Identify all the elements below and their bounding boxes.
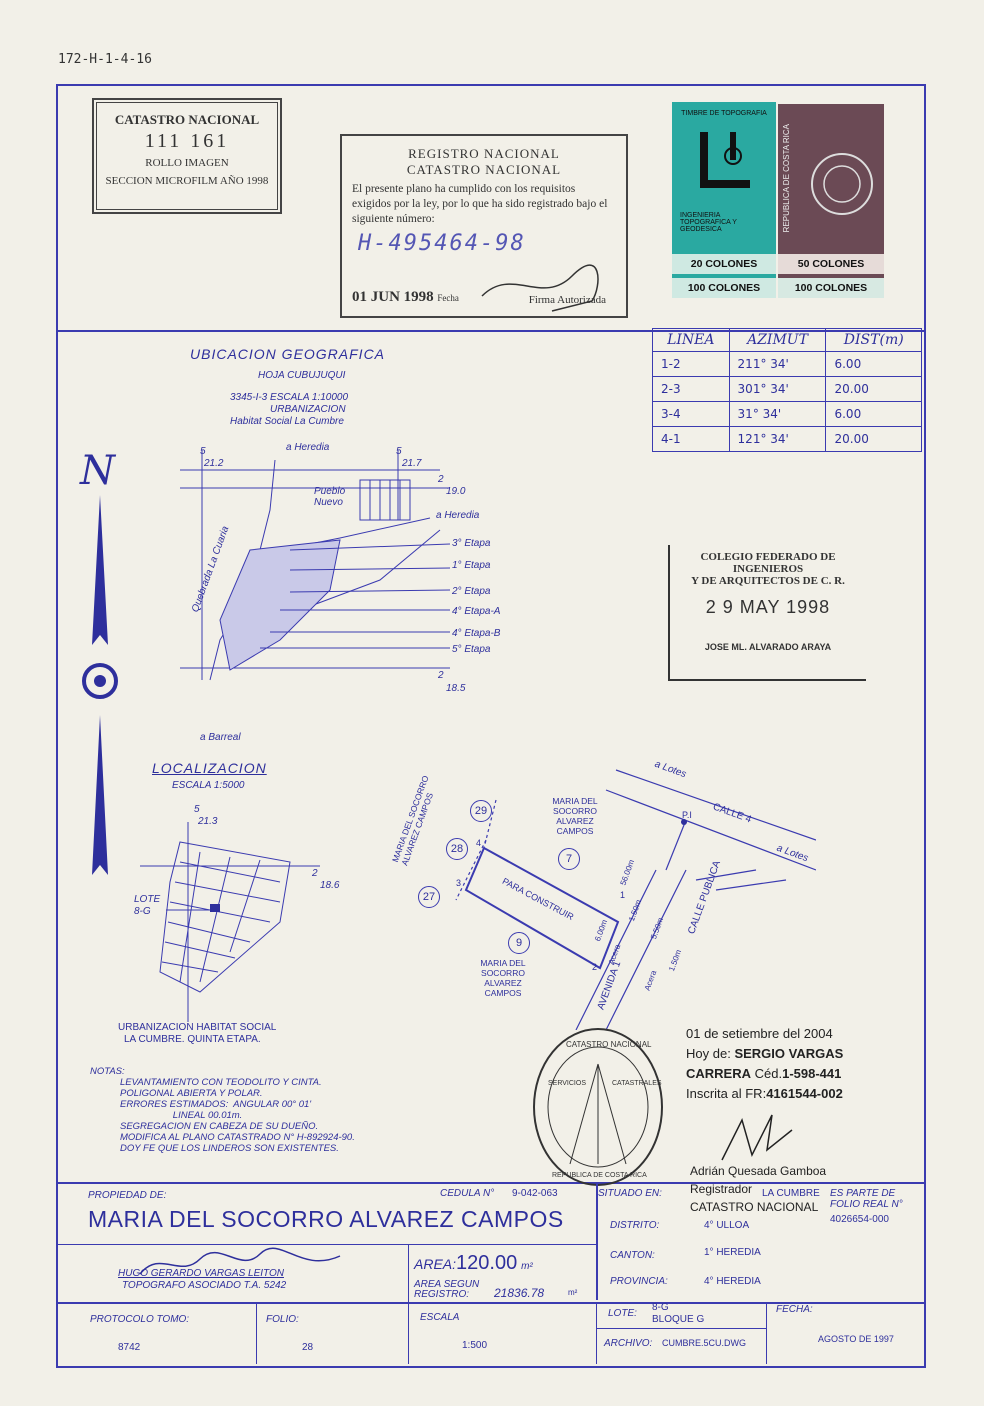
protocolo-label: PROTOCOLO TOMO: bbox=[90, 1314, 190, 1325]
north-arrow-icon bbox=[78, 495, 122, 885]
fecha-value: AGOSTO DE 1997 bbox=[818, 1334, 894, 1344]
area-block bbox=[414, 1252, 533, 1275]
registro-info-fr bbox=[686, 1084, 843, 1104]
catastro-stamp-number: 111 161 bbox=[144, 130, 230, 152]
document-reference-code: 172-H-1-4-16 bbox=[58, 52, 152, 67]
grid-label-21-7: 21.7 bbox=[402, 458, 422, 469]
lote-archivo-divider bbox=[596, 1328, 766, 1329]
carrera-name: CARRERA bbox=[686, 1066, 751, 1081]
cell-linea: 2-3 bbox=[653, 377, 730, 402]
cell-azimut: 301° 34' bbox=[729, 377, 826, 402]
registrador-title: Registrador bbox=[690, 1182, 753, 1196]
distrito-label: DISTRITO: bbox=[610, 1220, 660, 1231]
loc-grid-21-3: 21.3 bbox=[198, 816, 218, 827]
loc-grid-18-6: 18.6 bbox=[320, 880, 340, 891]
situado-value: LA CUMBRE bbox=[762, 1188, 820, 1199]
lot-27: 27 bbox=[418, 886, 440, 908]
area-vdivider bbox=[408, 1244, 409, 1304]
notas-line: SEGREGACION EN CABEZA DE SU DUEÑO. bbox=[120, 1121, 319, 1132]
registro-title-1: REGISTRO NACIONAL bbox=[408, 146, 560, 161]
area-registro-unit: m² bbox=[568, 1288, 578, 1297]
registro-info-hoy bbox=[686, 1044, 843, 1064]
v-div-3 bbox=[596, 1304, 597, 1364]
registro-info-date: 01 de setiembre del 2004 bbox=[686, 1026, 833, 1041]
topografia-logo-icon bbox=[690, 126, 760, 196]
registro-nacional-stamp bbox=[340, 134, 628, 318]
ubicacion-map-drawing bbox=[180, 440, 510, 730]
notas-line: POLIGONAL ABIERTA Y POLAR. bbox=[120, 1088, 263, 1099]
registro-date bbox=[352, 289, 459, 306]
registro-body: El presente plano ha cumplido con los requisitos exigidos por la ley, por lo que ha sido registrado bajo el siguiente número: bbox=[352, 183, 608, 225]
label-a-heredia-1: a Heredia bbox=[286, 442, 330, 453]
stamp-left-band2: 100 COLONES bbox=[672, 278, 776, 298]
registro-date-prefix: Fecha bbox=[437, 293, 459, 303]
propiedad-label: PROPIEDAD DE: bbox=[88, 1190, 167, 1201]
catastro-stamp-section: SECCION MICROFILM AÑO 1998 bbox=[105, 175, 269, 187]
plano-lotes-2: a Lotes bbox=[775, 842, 810, 865]
seal-right-text: CATASTRALES bbox=[612, 1080, 662, 1087]
area-value: 120.00 bbox=[456, 1252, 518, 1274]
cell-azimut: 31° 34' bbox=[729, 402, 826, 427]
etapa-label: 4° Etapa-B bbox=[452, 628, 501, 639]
grid-label-21-2: 21.2 bbox=[204, 458, 224, 469]
archivo-value: CUMBRE.5CU.DWG bbox=[662, 1338, 747, 1348]
plano-vertex-1: 1 bbox=[620, 890, 626, 900]
protocolo-value: 8742 bbox=[118, 1342, 141, 1353]
grid-label-2b: 2 bbox=[438, 670, 444, 681]
coordinates-table bbox=[652, 328, 922, 452]
notas-line: MODIFICA AL PLANO CATASTRADO N° H-892924-90. bbox=[120, 1132, 355, 1143]
costa-rica-fiscal-stamp bbox=[778, 104, 884, 298]
folio-label: FOLIO: bbox=[266, 1314, 299, 1325]
bloque-value: BLOQUE G bbox=[652, 1314, 705, 1325]
cell-linea: 4-1 bbox=[653, 427, 730, 452]
v-div-2 bbox=[408, 1304, 409, 1364]
grid-label-5b: 5 bbox=[396, 446, 402, 457]
etapa-label: 4° Etapa-A bbox=[452, 606, 501, 617]
inscrita-label: Inscrita al FR: bbox=[686, 1086, 767, 1101]
lot-7: 7 bbox=[558, 848, 580, 870]
hoy-name: SERGIO VARGAS bbox=[734, 1046, 844, 1061]
registrador-name: Adrián Quesada Gamboa bbox=[690, 1164, 827, 1178]
etapa-label: 3° Etapa bbox=[452, 538, 491, 549]
owner-name: MARIA DEL SOCORRO ALVAREZ CAMPOS bbox=[88, 1206, 564, 1232]
stamp-right-band2: 100 COLONES bbox=[778, 278, 884, 298]
costa-rica-seal-icon bbox=[804, 124, 880, 244]
situado-label: SITUADO EN: bbox=[598, 1188, 662, 1199]
colegio-federado-stamp bbox=[668, 545, 866, 681]
stamp-left-top-text: TIMBRE DE TOPOGRAFIA bbox=[681, 110, 767, 117]
plano-dist-6: 6.00m bbox=[593, 918, 610, 943]
notas-line: LEVANTAMIENTO CON TEODOLITO Y CINTA. bbox=[120, 1077, 322, 1088]
registro-info-block bbox=[686, 1024, 843, 1104]
registro-signature-icon bbox=[472, 256, 612, 316]
cedula-value: 9-042-063 bbox=[512, 1188, 558, 1199]
etapa-label: 1° Etapa bbox=[452, 560, 491, 571]
cell-dist: 6.00 bbox=[826, 352, 922, 377]
seal-top-text: CATASTRO NACIONAL bbox=[566, 1040, 652, 1049]
plano-acera-2: Acera bbox=[642, 969, 659, 992]
colegio-line1: COLEGIO FEDERADO DE INGENIEROS bbox=[700, 551, 836, 575]
col-dist: DIST(m) bbox=[826, 329, 922, 352]
plano-calle-publica: CALLE PUBLICA bbox=[686, 859, 724, 936]
stamp-right-vertical-text: REPUBLICA DE COSTA RICA bbox=[782, 124, 791, 233]
grid-label-5a: 5 bbox=[200, 446, 206, 457]
provincia-value: 4° HEREDIA bbox=[704, 1276, 761, 1287]
loc-grid-5: 5 bbox=[194, 804, 200, 815]
ubicacion-urbanizacion: URBANIZACION bbox=[270, 404, 346, 415]
plano-vertex-2: 2 bbox=[592, 962, 598, 972]
area-segun-label: AREA SEGUN REGISTRO: bbox=[414, 1279, 480, 1300]
plano-dist-1-50b: 1.50m bbox=[667, 948, 684, 973]
catastro-stamp-labels: ROLLO IMAGEN bbox=[145, 157, 229, 169]
colegio-date: 2 9 MAY 1998 bbox=[705, 597, 831, 617]
surveyor-name: HUGO GERARDO VARGAS LEITON bbox=[118, 1268, 284, 1279]
plano-avenida: AVENIDA 1 bbox=[595, 959, 624, 1012]
plano-vertex-4: 4 bbox=[476, 838, 482, 848]
loc-grid-2: 2 bbox=[312, 868, 318, 879]
table-row bbox=[653, 427, 922, 452]
table-row bbox=[653, 352, 922, 377]
colegio-name: JOSE ML. ALVARADO ARAYA bbox=[704, 642, 832, 652]
col-linea: LINEA bbox=[653, 329, 730, 352]
topografia-fiscal-stamp bbox=[672, 102, 776, 298]
archivo-label: ARCHIVO: bbox=[604, 1338, 653, 1349]
title-vdivider bbox=[596, 1184, 598, 1300]
label-a-barreal: a Barreal bbox=[200, 732, 241, 743]
registro-number: H-495464-98 bbox=[358, 231, 526, 256]
plano-calle-4: CALLE 4 bbox=[711, 801, 753, 826]
hoy-label: Hoy de: bbox=[686, 1046, 731, 1061]
plano-owner-top: MARIA DEL SOCORRO ALVAREZ CAMPOS bbox=[390, 774, 436, 867]
localizacion-escala: ESCALA 1:5000 bbox=[172, 780, 245, 791]
grid-label-2a: 2 bbox=[438, 474, 444, 485]
cell-dist: 20.00 bbox=[826, 377, 922, 402]
table-row bbox=[653, 377, 922, 402]
cell-dist: 20.00 bbox=[826, 427, 922, 452]
registro-info-carrera bbox=[686, 1064, 843, 1084]
escala-label: ESCALA bbox=[420, 1312, 460, 1323]
notas-line: LINEAL 00.01m. bbox=[120, 1110, 243, 1121]
ced-value: 1-598-441 bbox=[782, 1066, 842, 1081]
loc-lote-label: LOTE bbox=[134, 894, 161, 905]
ubicacion-habitat: Habitat Social La Cumbre bbox=[230, 416, 344, 427]
cell-azimut: 121° 34' bbox=[729, 427, 826, 452]
loc-urbanizacion: URBANIZACION HABITAT SOCIAL bbox=[118, 1022, 277, 1033]
stamp-left-band1: 20 COLONES bbox=[672, 254, 776, 274]
area-unit: m² bbox=[521, 1261, 533, 1272]
distrito-value: 4° ULLOA bbox=[704, 1220, 750, 1231]
ced-label: Céd. bbox=[754, 1066, 783, 1081]
parte-label: ES PARTE DE FOLIO REAL N° bbox=[830, 1188, 903, 1210]
registrador-catastro: CATASTRO NACIONAL bbox=[690, 1200, 819, 1214]
localizacion-title: LOCALIZACION bbox=[152, 760, 267, 776]
lote-label: LOTE: bbox=[608, 1308, 637, 1319]
label-a-heredia-2: a Heredia bbox=[436, 510, 480, 521]
etapa-label: 2° Etapa bbox=[452, 586, 491, 597]
cedula-label: CEDULA N° bbox=[440, 1188, 495, 1199]
provincia-label: PROVINCIA: bbox=[610, 1276, 668, 1287]
area-registro-value: 21836.78 bbox=[494, 1286, 545, 1300]
ubicacion-hoja: HOJA CUBUJUQUI bbox=[258, 370, 346, 381]
plano-dist-5-50: 5.50m bbox=[649, 916, 666, 941]
lot-28: 28 bbox=[446, 838, 468, 860]
north-label: N bbox=[80, 448, 115, 494]
registro-title-2: CATASTRO NACIONAL bbox=[406, 162, 562, 177]
stamp-right-band1: 50 COLONES bbox=[778, 254, 884, 274]
plano-acera-1: Acera bbox=[606, 943, 623, 966]
loc-lote-value: 8-G bbox=[134, 906, 151, 917]
seal-bottom-text: REPUBLICA DE COSTA RICA bbox=[552, 1172, 647, 1179]
ubicacion-escala: 3345-I-3 ESCALA 1:10000 bbox=[230, 392, 349, 403]
localizacion-map-drawing bbox=[140, 822, 320, 1022]
catastro-microfilm-stamp bbox=[92, 98, 282, 214]
plano-pi: P.I bbox=[682, 810, 692, 820]
coordinates-table-header bbox=[653, 329, 922, 352]
seal-left-text: SERVICIOS bbox=[548, 1080, 586, 1087]
area-label: AREA: bbox=[414, 1256, 457, 1272]
v-div-4 bbox=[766, 1304, 767, 1364]
plano-dist-1-50a: 1.50m bbox=[627, 898, 644, 923]
canton-label: CANTON: bbox=[610, 1250, 655, 1261]
colegio-line2: Y DE ARQUITECTOS DE C. R. bbox=[691, 575, 845, 587]
registrador-signature-icon bbox=[712, 1110, 812, 1170]
lote-value: 8-G bbox=[652, 1302, 669, 1313]
surveyor-title: TOPOGRAFO ASOCIADO T.A. 5242 bbox=[122, 1280, 287, 1291]
cell-linea: 1-2 bbox=[653, 352, 730, 377]
escala-value: 1:500 bbox=[462, 1340, 488, 1351]
notas-title: NOTAS: bbox=[90, 1066, 125, 1077]
registro-date-value: 01 JUN 1998 bbox=[352, 289, 434, 305]
fecha-label: FECHA: bbox=[776, 1304, 813, 1315]
label-quebrada: Quebrada La Cuaria bbox=[190, 524, 232, 614]
fr-value: 4161544-002 bbox=[766, 1086, 843, 1101]
plano-lotes-1: a Lotes bbox=[653, 758, 688, 781]
title-block-divider bbox=[56, 1182, 924, 1184]
canton-value: 1° HEREDIA bbox=[704, 1247, 761, 1258]
folio-real-value: 4026654-000 bbox=[830, 1214, 889, 1225]
loc-urbanizacion-2: LA CUMBRE. QUINTA ETAPA. bbox=[124, 1034, 261, 1045]
catastro-stamp-title: CATASTRO NACIONAL bbox=[114, 112, 260, 127]
cell-linea: 3-4 bbox=[653, 402, 730, 427]
notas-block bbox=[90, 1066, 355, 1154]
registro-signature-label: Firma Autorizada bbox=[528, 294, 606, 306]
table-row bbox=[653, 402, 922, 427]
cell-dist: 6.00 bbox=[826, 402, 922, 427]
plano-vertex-3: 3 bbox=[456, 878, 462, 888]
lote-marker bbox=[210, 904, 220, 912]
grid-label-19-0: 19.0 bbox=[446, 486, 466, 497]
lot-9: 9 bbox=[508, 932, 530, 954]
notas-line: ERRORES ESTIMADOS: ANGULAR 00° 01' bbox=[120, 1099, 312, 1110]
ubicacion-title: UBICACION GEOGRAFICA bbox=[190, 346, 386, 362]
stamp-left-mid-text: INGENIERIA TOPOGRAFICA Y GEODESICA bbox=[680, 212, 737, 233]
col-azimut: AZIMUT bbox=[729, 329, 826, 352]
etapa-label: 5° Etapa bbox=[452, 644, 491, 655]
notas-line: DOY FE QUE LOS LINDEROS SON EXISTENTES. bbox=[120, 1143, 339, 1154]
folio-value: 28 bbox=[302, 1342, 314, 1353]
grid-label-18-5: 18.5 bbox=[446, 683, 466, 694]
plano-owner-right: MARIA DEL SOCORRO ALVAREZ CAMPOS bbox=[552, 796, 598, 836]
cell-azimut: 211° 34' bbox=[729, 352, 826, 377]
v-div-1 bbox=[256, 1304, 257, 1364]
plano-owner-bottom: MARIA DEL SOCORRO ALVAREZ CAMPOS bbox=[480, 958, 526, 998]
label-pueblo-nuevo: Pueblo Nuevo bbox=[314, 486, 346, 508]
plano-dist-56: 56.00m bbox=[618, 858, 637, 887]
lot-29: 29 bbox=[470, 800, 492, 822]
plano-para-construir: PARA CONSTRUIR bbox=[500, 875, 576, 923]
